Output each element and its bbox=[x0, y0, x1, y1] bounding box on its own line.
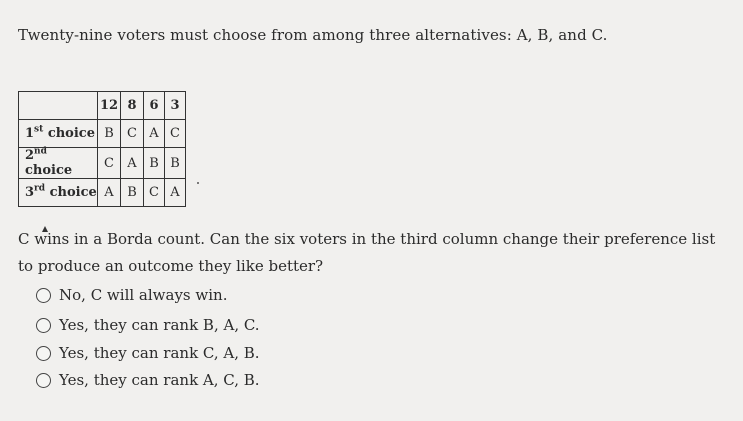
rank-label bbox=[19, 120, 98, 148]
header-blank-cell bbox=[19, 92, 98, 120]
rank-number: 3 bbox=[25, 185, 35, 200]
preference-cell: B bbox=[98, 120, 121, 148]
rank-suffix: nd bbox=[34, 146, 47, 157]
table-header-row bbox=[19, 92, 186, 120]
table-row bbox=[19, 120, 186, 148]
rank-number: 2 bbox=[25, 148, 35, 163]
preference-cell: A bbox=[121, 148, 144, 179]
voter-count-cell: 6 bbox=[144, 92, 165, 120]
rank-word: choice bbox=[25, 163, 73, 178]
radio-button-icon[interactable] bbox=[36, 288, 51, 303]
option-label: Yes, they can rank A, C, B. bbox=[59, 371, 260, 389]
preference-cell: C bbox=[144, 179, 165, 207]
answer-option-1[interactable] bbox=[36, 286, 227, 304]
table-row bbox=[19, 148, 186, 179]
rank-number: 1 bbox=[25, 126, 35, 141]
preference-table bbox=[18, 91, 186, 207]
problem-intro: Twenty-nine voters must choose from among three alternatives: A, B, and C. bbox=[18, 26, 608, 44]
rank-label bbox=[19, 148, 98, 179]
radio-button-icon[interactable] bbox=[36, 373, 51, 388]
speck-mark bbox=[197, 182, 199, 184]
rank-suffix: st bbox=[34, 124, 44, 135]
rank-suffix: rd bbox=[34, 183, 46, 194]
preference-cell: C bbox=[165, 120, 186, 148]
table-row bbox=[19, 179, 186, 207]
radio-button-icon[interactable] bbox=[36, 318, 51, 333]
voter-count-cell: 3 bbox=[165, 92, 186, 120]
voter-count-cell: 12 bbox=[98, 92, 121, 120]
preference-cell: A bbox=[165, 179, 186, 207]
preference-cell: B bbox=[144, 148, 165, 179]
option-label: Yes, they can rank C, A, B. bbox=[59, 344, 260, 362]
preference-cell: A bbox=[144, 120, 165, 148]
rank-label bbox=[19, 179, 98, 207]
rank-word: choice bbox=[47, 126, 95, 141]
question-text: C wins in a Borda count. Can the six voters in the third column change their preference list to produce an outcome they like better? bbox=[18, 230, 716, 275]
radio-button-icon[interactable] bbox=[36, 346, 51, 361]
preference-cell: B bbox=[165, 148, 186, 179]
option-label: No, C will always win. bbox=[59, 286, 228, 304]
answer-option-4[interactable] bbox=[36, 371, 260, 389]
preference-cell: C bbox=[98, 148, 121, 179]
option-label: Yes, they can rank B, A, C. bbox=[59, 316, 260, 334]
voter-count-cell: 8 bbox=[121, 92, 144, 120]
preference-cell: C bbox=[121, 120, 144, 148]
answer-option-3[interactable] bbox=[36, 344, 260, 362]
answer-option-2[interactable] bbox=[36, 316, 260, 334]
preference-cell: B bbox=[121, 179, 144, 207]
preference-cell: A bbox=[98, 179, 121, 207]
rank-word: choice bbox=[49, 185, 97, 200]
